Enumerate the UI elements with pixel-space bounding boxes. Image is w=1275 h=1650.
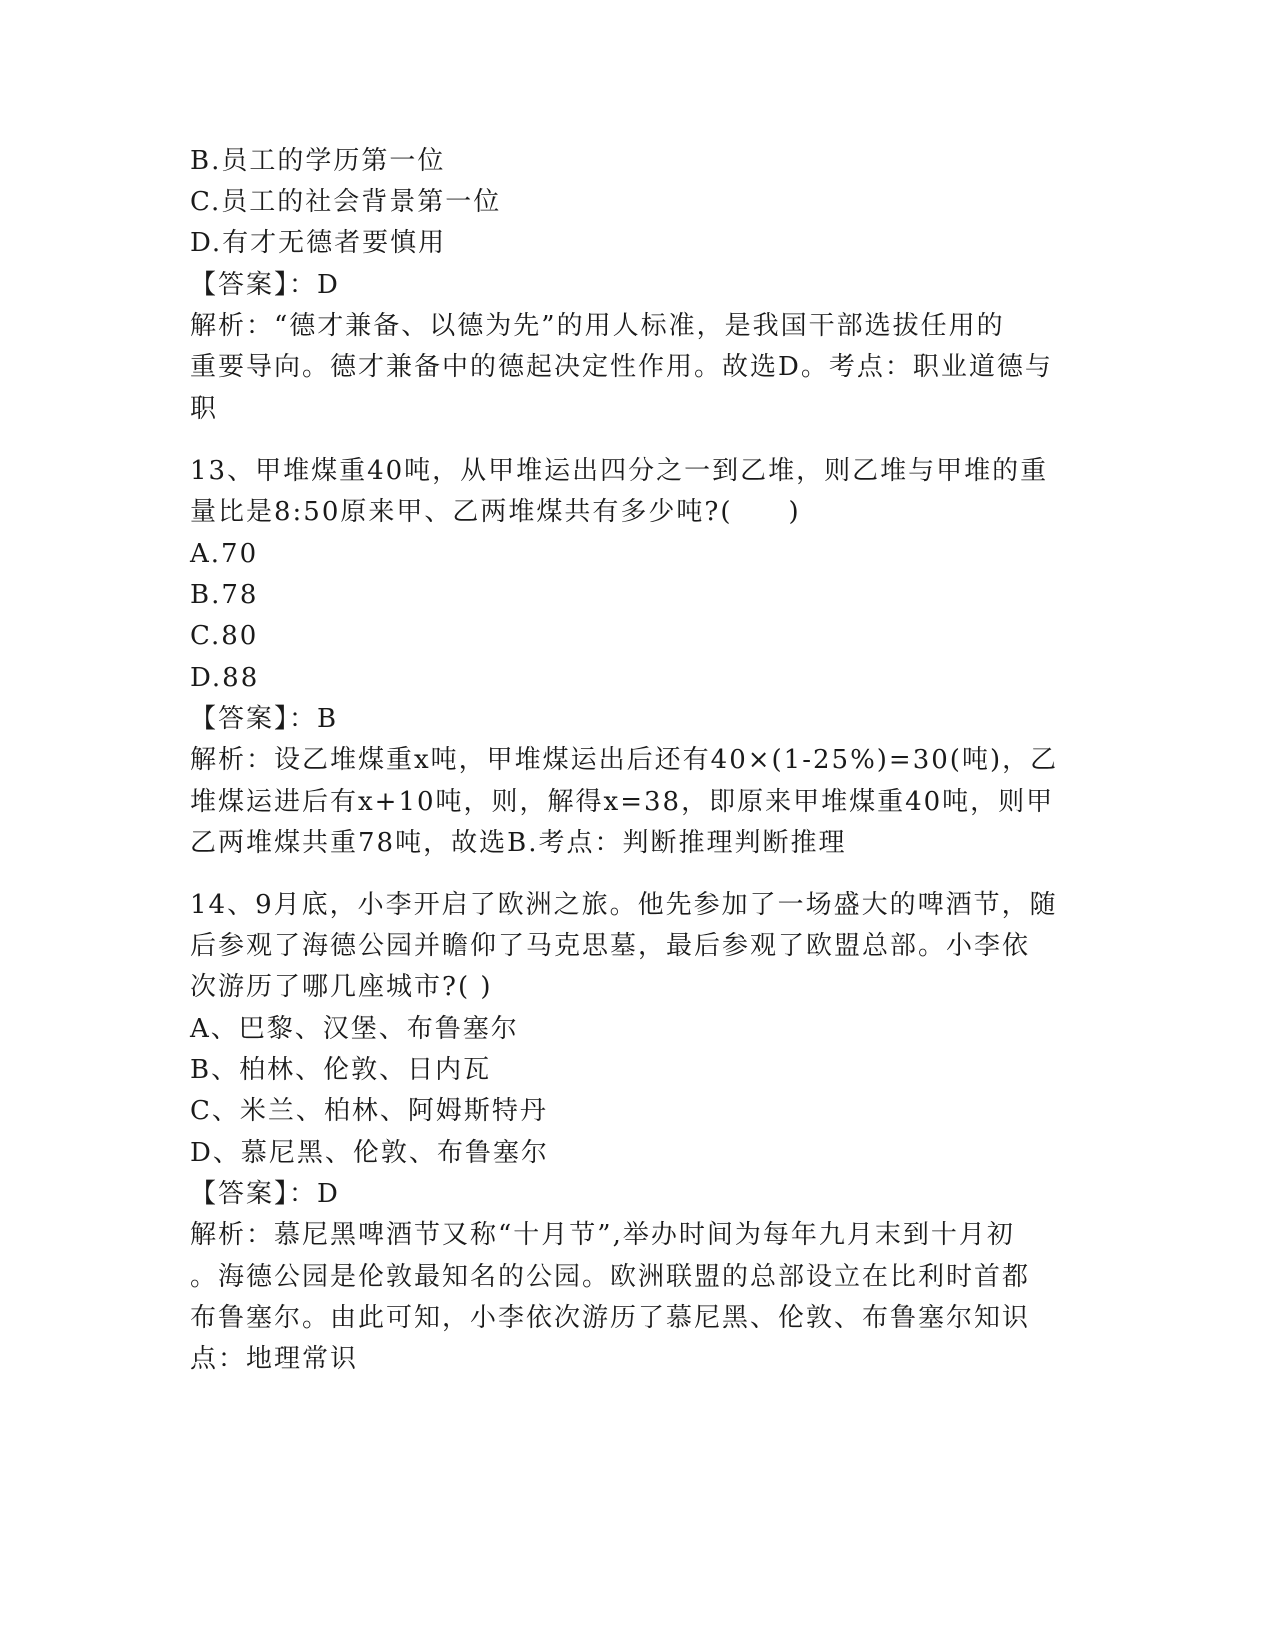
q13-option-c: C.80 bbox=[190, 621, 259, 651]
q12-analysis-line-1: 解析：“德才兼备、以德为先”的用人标准，是我国干部选拔任用的 bbox=[190, 311, 1005, 341]
q13-stem-line-2: 量比是8:50原来甲、乙两堆煤共有多少吨?( ) bbox=[190, 497, 801, 527]
q12-answer: 【答案】：D bbox=[190, 270, 340, 300]
q12-analysis-line-3: 职 bbox=[190, 394, 219, 424]
q13-analysis-line-1: 解析：设乙堆煤重x吨，甲堆煤运出后还有40×(1-25%)=30(吨)，乙 bbox=[190, 745, 1059, 775]
q13-analysis-line-3: 乙两堆煤共重78吨，故选B.考点：判断推理判断推理 bbox=[190, 828, 847, 858]
q12-option-b: B.员工的学历第一位 bbox=[190, 146, 446, 176]
q14-analysis-line-2: 。海德公园是伦敦最知名的公园。欧洲联盟的总部设立在比利时首都 bbox=[190, 1262, 1031, 1292]
q14-analysis-line-1: 解析：慕尼黑啤酒节又称“十月节”,举办时间为每年九月末到十月初 bbox=[190, 1220, 1015, 1250]
q13-option-b: B.78 bbox=[190, 580, 259, 610]
q13-option-d: D.88 bbox=[190, 663, 260, 693]
q14-analysis-line-4: 点：地理常识 bbox=[190, 1344, 359, 1374]
q12-option-c: C.员工的社会背景第一位 bbox=[190, 187, 502, 217]
q13-answer: 【答案】：B bbox=[190, 704, 339, 734]
q13-analysis-line-2: 堆煤运进后有x+10吨，则，解得x=38，即原来甲堆煤重40吨，则甲 bbox=[190, 787, 1055, 817]
q12-option-d: D.有才无德者要慎用 bbox=[190, 228, 447, 258]
q14-stem-line-2: 后参观了海德公园并瞻仰了马克思墓，最后参观了欧盟总部。小李依 bbox=[190, 931, 1031, 961]
q14-option-b: B、柏林、伦敦、日内瓦 bbox=[190, 1055, 492, 1085]
q13-option-a: A.70 bbox=[190, 539, 259, 569]
q14-option-a: A、巴黎、汉堡、布鲁塞尔 bbox=[190, 1014, 519, 1044]
q14-stem-line-3: 次游历了哪几座城市?( ) bbox=[190, 972, 493, 1002]
q14-option-c: C、米兰、柏林、阿姆斯特丹 bbox=[190, 1096, 548, 1126]
q13-stem-line-1: 13、甲堆煤重40吨，从甲堆运出四分之一到乙堆，则乙堆与甲堆的重 bbox=[190, 456, 1049, 486]
q14-answer: 【答案】：D bbox=[190, 1179, 340, 1209]
q14-stem-line-1: 14、9月底，小李开启了欧洲之旅。他先参加了一场盛大的啤酒节，随 bbox=[190, 890, 1058, 920]
q14-analysis-line-3: 布鲁塞尔。由此可知，小李依次游历了慕尼黑、伦敦、布鲁塞尔知识 bbox=[190, 1303, 1031, 1333]
q14-option-d: D、慕尼黑、伦敦、布鲁塞尔 bbox=[190, 1138, 549, 1168]
q12-analysis-line-2: 重要导向。德才兼备中的德起决定性作用。故选D。考点：职业道德与 bbox=[190, 352, 1053, 382]
